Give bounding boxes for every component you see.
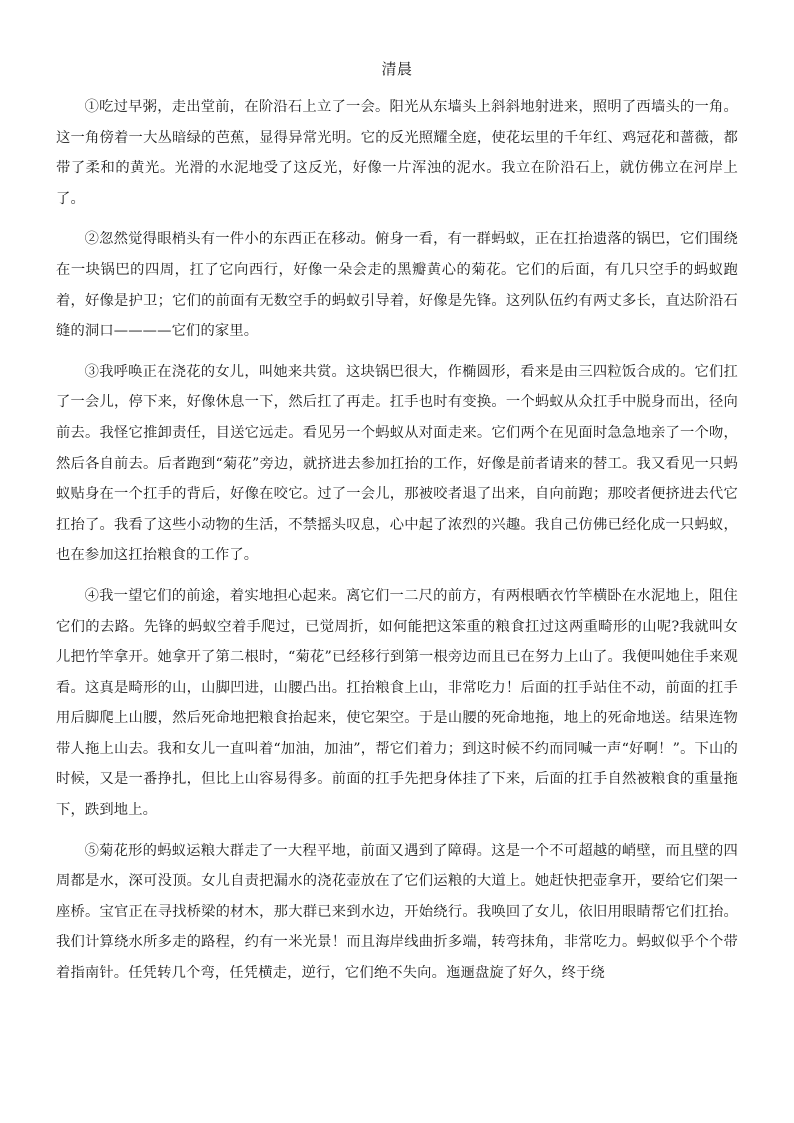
paragraph-2: ②忽然觉得眼梢头有一件小的东西正在移动。俯身一看，有一群蚂蚁，正在扛抬遗落的锅巴，它们围绕在一块锅巴的四周，扛了它向西行，好像一朵会走的黑瓣黄心的菊花。它们的后面，有几只空手的蚂蚁跑着，好像是护卫；它们的前面有无数空手的蚂蚁引导着，好像是先锋。这列队伍约有两丈多长，直达阶沿石缝的洞口————它们的家里。 (56, 231, 738, 340)
paragraph-4: ④我一望它们的前途，着实地担心起来。离它们一二尺的前方，有两根晒衣竹竿横卧在水泥地上，阻住它们的去路。先锋的蚂蚁空着手爬过，已觉周折，如何能把这笨重的粮食扛过这两重畸形的山呢?我就叫女儿把竹竿拿开。她拿开了第二根时，“菊花”已经移行到第一根旁边而且已在努力上山了。我便叫她住手来观看。这真是畸形的山，山脚凹进，山腰凸出。扛抬粮食上山，非常吃力！后面的扛手站住不动，前面的扛手用后脚爬上山腰，然后死命地把粮食抬起来，使它架空。于是山腰的死命地拖，地上的死命地送。结果连物带人拖上山去。我和女儿一直叫着“加油，加油”，帮它们着力；到这时候不约而同喊一声“好啊！”。下山的时候，又是一番挣扎，但比上山容易得多。前面的扛手先把身体挂了下来，后面的扛手自然被粮食的重量拖下，跌到地上。 (56, 587, 738, 819)
paragraph-3: ③我呼唤正在浇花的女儿，叫她来共赏。这块锅巴很大，作椭圆形，看来是由三四粒饭合成的。它们扛了一会儿，停下来，好像休息一下，然后扛了再走。扛手也时有变换。一个蚂蚁从众扛手中脱身而出，径向前去。我怪它推卸责任，目送它远走。看见另一个蚂蚁从对面走来。它们两个在见面时急急地亲了一个吻，然后各自前去。后者跑到“菊花”旁边，就挤进去参加扛抬的工作，好像是前者请来的替工。我又看见一只蚂蚁贴身在一个扛手的背后，好像在咬它。过了一会儿，那被咬者退了出来，自向前跑；那咬者便挤进去代它扛抬了。我看了这些小动物的生活，不禁摇头叹息，心中起了浓烈的兴趣。我自己仿佛已经化成一只蚂蚁，也在参加这扛抬粮食的工作了。 (56, 363, 738, 564)
paragraph-5: ⑤菊花形的蚂蚁运粮大群走了一大程平地，前面又遇到了障碍。这是一个不可超越的峭壁，而且壁的四周都是水，深可没顶。女儿自责把漏水的浇花壶放在了它们运粮的大道上。她赶快把壶拿开，要给它们架一座桥。宝官正在寻找桥梁的材木，那大群已来到水边，开始绕行。我唤回了女儿，依旧用眼睛帮它们扛抬。我们计算绕水所多走的路程，约有一米光景！而且海岸线曲折多端，转弯抹角，非常吃力。蚂蚁似乎个个带着指南针。任凭转几个弯，任凭横走，逆行，它们绝不失向。迤逦盘旋了好久，终于绕 (56, 842, 738, 982)
document-title: 清晨 (381, 60, 413, 78)
paragraph-1: ①吃过早粥，走出堂前，在阶沿石上立了一会。阳光从东墙头上斜斜地射进来，照明了西墙头的一角。这一角傍着一大丛暗绿的芭蕉，显得异常光明。它的反光照耀全庭，使花坛里的千年红、鸡冠花和蔷薇，都带了柔和的黄光。光滑的水泥地受了这反光，好像一片浑浊的泥水。我立在阶沿石上，就仿佛立在河岸上了。 (56, 99, 738, 207)
